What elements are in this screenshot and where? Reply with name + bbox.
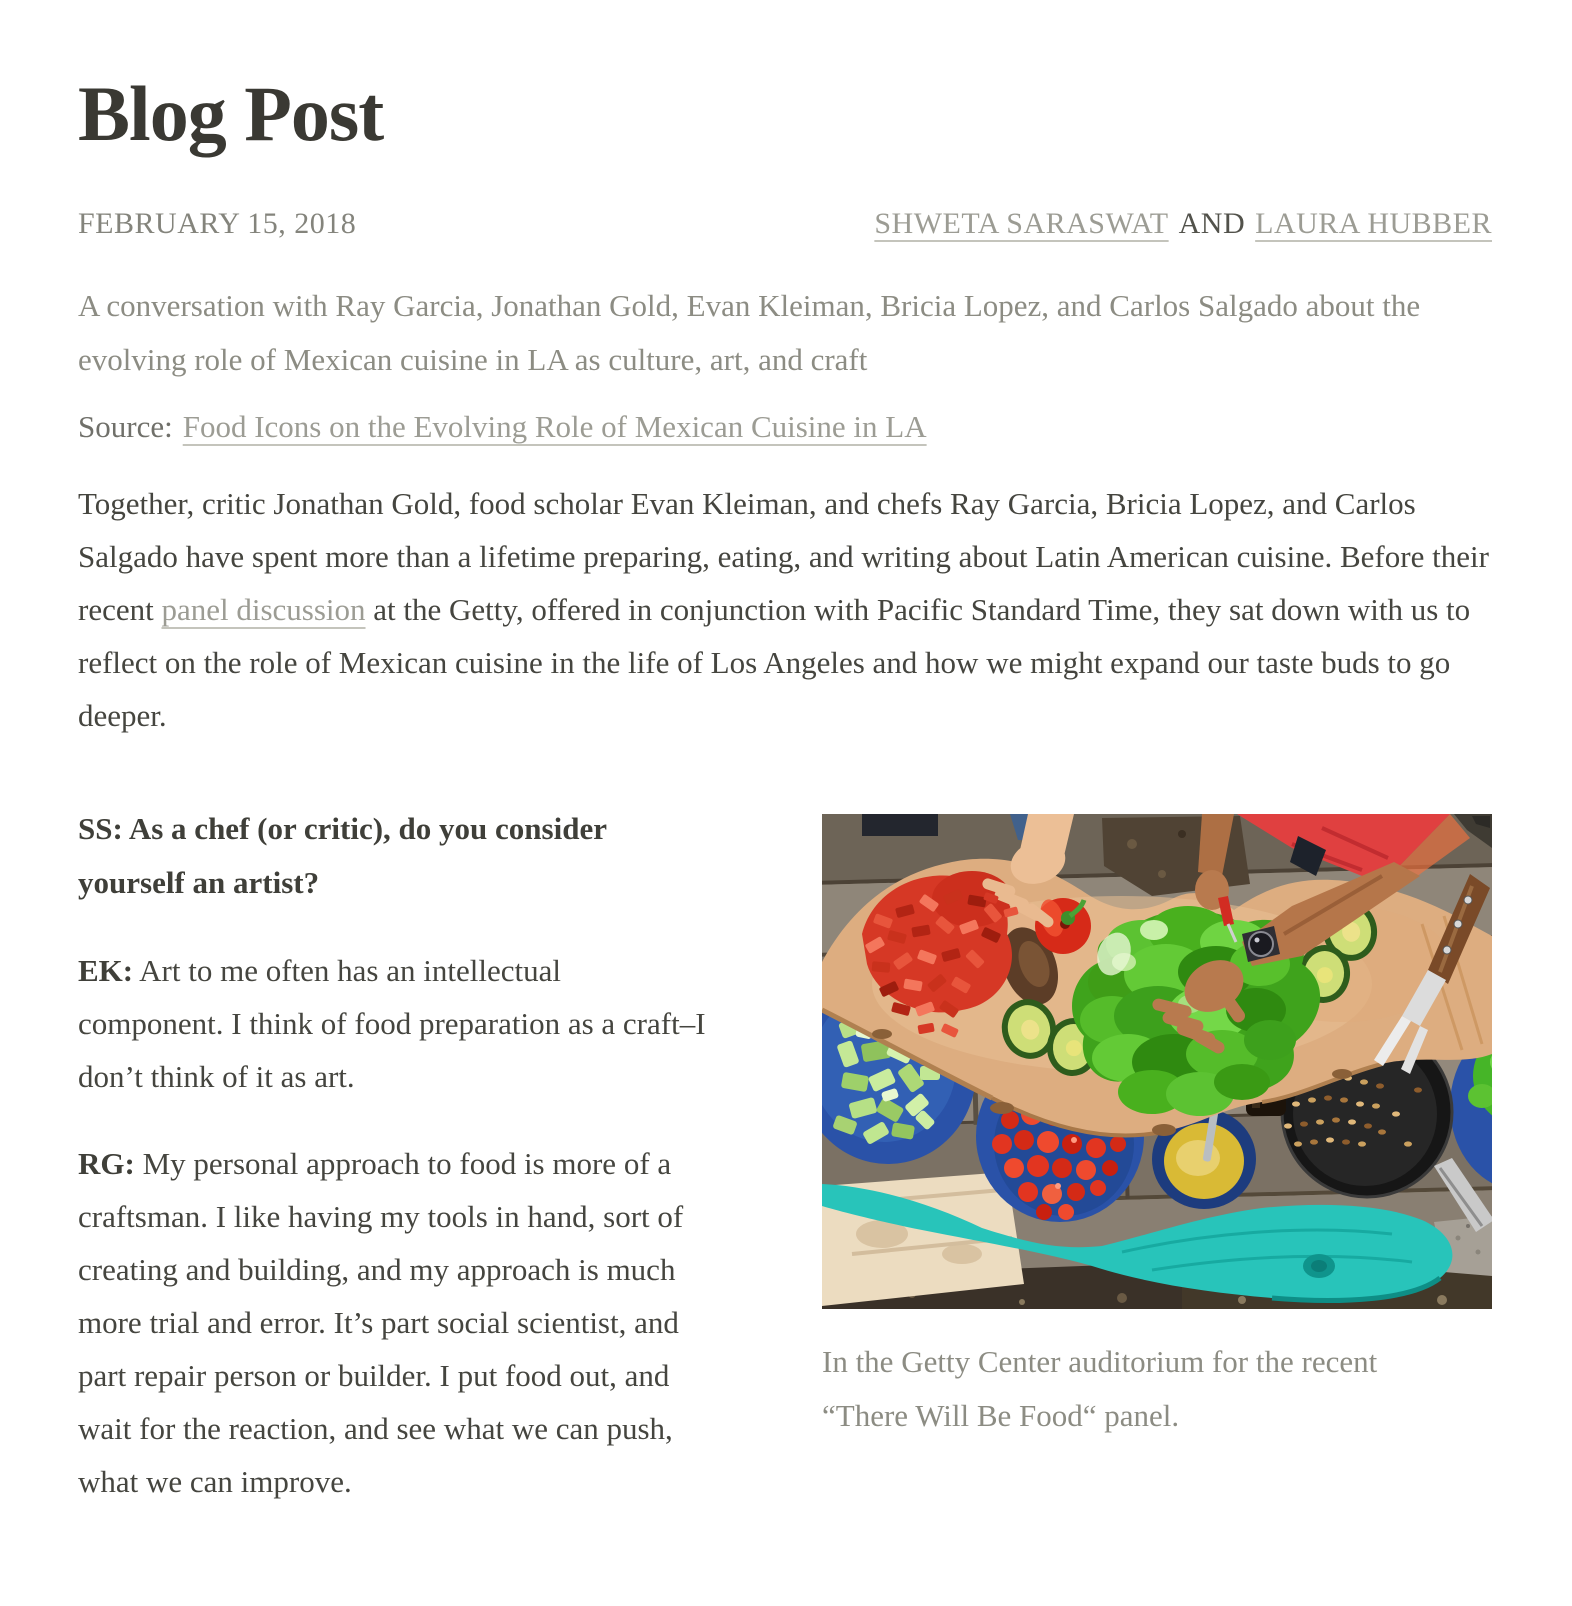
interview-answer-ek — [78, 944, 712, 1103]
qa-section — [78, 802, 1492, 1507]
intro-paragraph-text: Together, critic Jonathan Gold, food scholar Evan Kleiman, and chefs Ray Garcia, Bricia Lopez, and Carlos Salgado have spent more than a lifetime preparing, eating, and writing about Latin American cuisine. Before their recent — [78, 486, 1489, 628]
author-link-2[interactable]: LAURA HUBBER — [1255, 207, 1492, 241]
question-text: As a chef (or critic), do you consider yourself an artist? — [78, 811, 607, 900]
interview-question — [78, 802, 712, 909]
intro-paragraph — [78, 477, 1492, 742]
source-line — [78, 401, 1492, 454]
post-date: FEBRUARY 15, 2018 — [78, 207, 357, 241]
author-link-1[interactable]: SHWETA SARASWAT — [874, 207, 1169, 241]
article-figure — [822, 814, 1492, 1507]
answer-text: Art to me often has an intellectual component. I think of food preparation as a craft–I don’t think of it as art. — [78, 952, 706, 1094]
photo-caption: In the Getty Center auditorium for the recent “There Will Be Food“ panel. — [822, 1344, 1378, 1433]
food-prep-photo — [822, 814, 1492, 1309]
photo-whole-pepper — [1035, 897, 1091, 954]
source-label: Source: — [78, 408, 173, 444]
qa-text-column — [78, 802, 712, 1507]
question-speaker: SS: — [78, 811, 123, 847]
byline-conjunction: AND — [1178, 207, 1246, 241]
panel-discussion-link[interactable]: panel discussion — [161, 592, 366, 628]
post-subtitle: A conversation with Ray Garcia, Jonathan Gold, Evan Kleiman, Bricia Lopez, and Carlos Salgado about the evolving role of Mexican cuisine in LA as culture, art, and craft — [78, 288, 1421, 377]
answer-text: My personal approach to food is more of a craftsman. I like having my tools in hand, sort of creating and building, and my approach is much more trial and error. It’s part social scientist, and part repair person or builder. I put food out, and wait for the reaction, and see what we can push, what we can improve. — [78, 1145, 684, 1499]
byline — [874, 207, 1492, 241]
food-prep-photo-art — [822, 814, 1492, 1309]
meta-row — [78, 207, 1492, 241]
page-title: Blog Post — [78, 70, 384, 157]
answer-speaker: RG: — [78, 1145, 135, 1181]
answer-speaker: EK: — [78, 952, 134, 988]
interview-answer-rg — [78, 1137, 712, 1508]
intro-paragraph-text-cont: at the Getty, offered in conjunction with Pacific Standard Time, they sat down with us to reflect on the role of Mexican cuisine in the life of Los Angeles and how we might expand our taste buds to go deeper. — [78, 592, 1471, 734]
source-link[interactable]: Food Icons on the Evolving Role of Mexican Cuisine in LA — [182, 408, 927, 444]
